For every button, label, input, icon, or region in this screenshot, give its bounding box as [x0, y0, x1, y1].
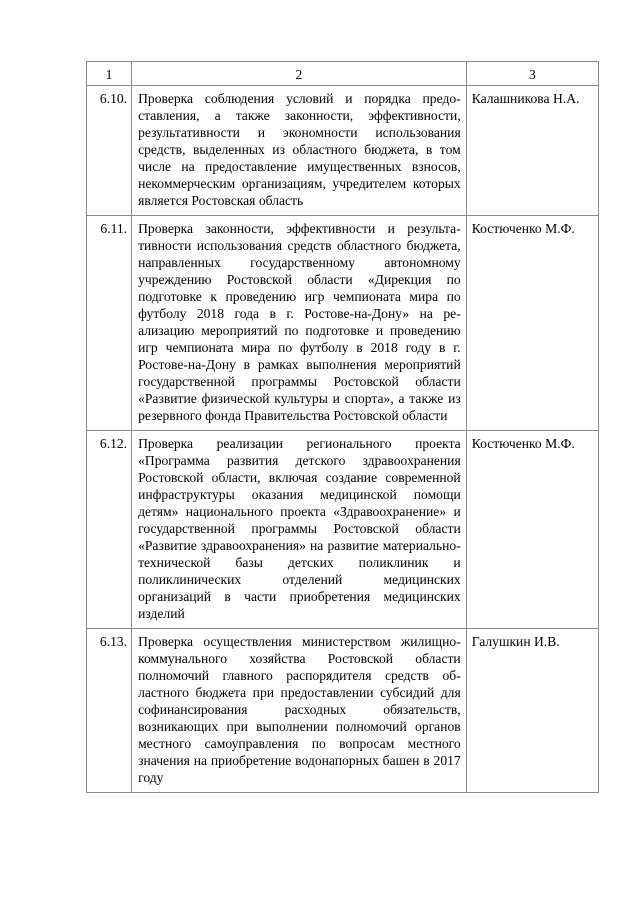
- item-responsible: Галушкин И.В.: [466, 629, 598, 793]
- item-description: Проверка законности, эффективности и результативности использования средств областного бюджета, направленных государственному автономному учреждению Ростовской области «Дирекция по подготовке к проведению игр чемпионата мира по футболу 2018 года в г. Ростове-на-Дону» на реализацию мероприятий по подготовке и проведению игр чемпионата мира по футболу в 2018 году в г. Ростове-на-Дону в рамках выполнения мероприятий государственной программы Ростовской области «Развитие физической культуры и спорта», а также из резервного фонда Правительства Ростовской области: [132, 216, 467, 431]
- table-row: [87, 629, 599, 793]
- item-number: 6.11.: [87, 216, 132, 431]
- item-number: 6.12.: [87, 431, 132, 629]
- item-responsible: Костюченко М.Ф.: [466, 431, 598, 629]
- item-description: Проверка соблюдения условий и порядка предоставления, а также законности, эффективности, результативности и экономности использования средств, выделенных из областного бюджета, в том числе на предоставление имущественных взносов, некоммерческим организациям, учредителем которых является Ростовская область: [132, 86, 467, 216]
- header-column-1: 1: [87, 62, 132, 86]
- header-column-3: 3: [466, 62, 598, 86]
- header-column-2: 2: [132, 62, 467, 86]
- table-row: [87, 86, 599, 216]
- table-row: [87, 431, 599, 629]
- item-number: 6.10.: [87, 86, 132, 216]
- item-responsible: Калашникова Н.А.: [466, 86, 598, 216]
- table-header-row: [87, 62, 599, 86]
- item-description: Проверка реализации регионального проекта «Программа развития детского здравоохранения Ростовской области, включая создание современной инфраструктуры оказания медицинской помощи детям» национального проекта «Здравоохранение» и государственной программы Ростовской области «Развитие здравоохранения» на развитие материально-технической базы детских поликлиник и поликлинических отделений медицинских организаций в части приобретения медицинских изделий: [132, 431, 467, 629]
- item-responsible: Костюченко М.Ф.: [466, 216, 598, 431]
- item-description: Проверка осуществления министерством жилищно-коммунального хозяйства Ростовской области полномочий главного распорядителя средств областного бюджета при предоставлении субсидий для софинансирования расходных обязательств, возникающих при выполнении полномочий органов местного самоуправления по вопросам местного значения на приобретение водонапорных башен в 2017 году: [132, 629, 467, 793]
- item-number: 6.13.: [87, 629, 132, 793]
- table-row: [87, 216, 599, 431]
- plan-table: [86, 61, 599, 793]
